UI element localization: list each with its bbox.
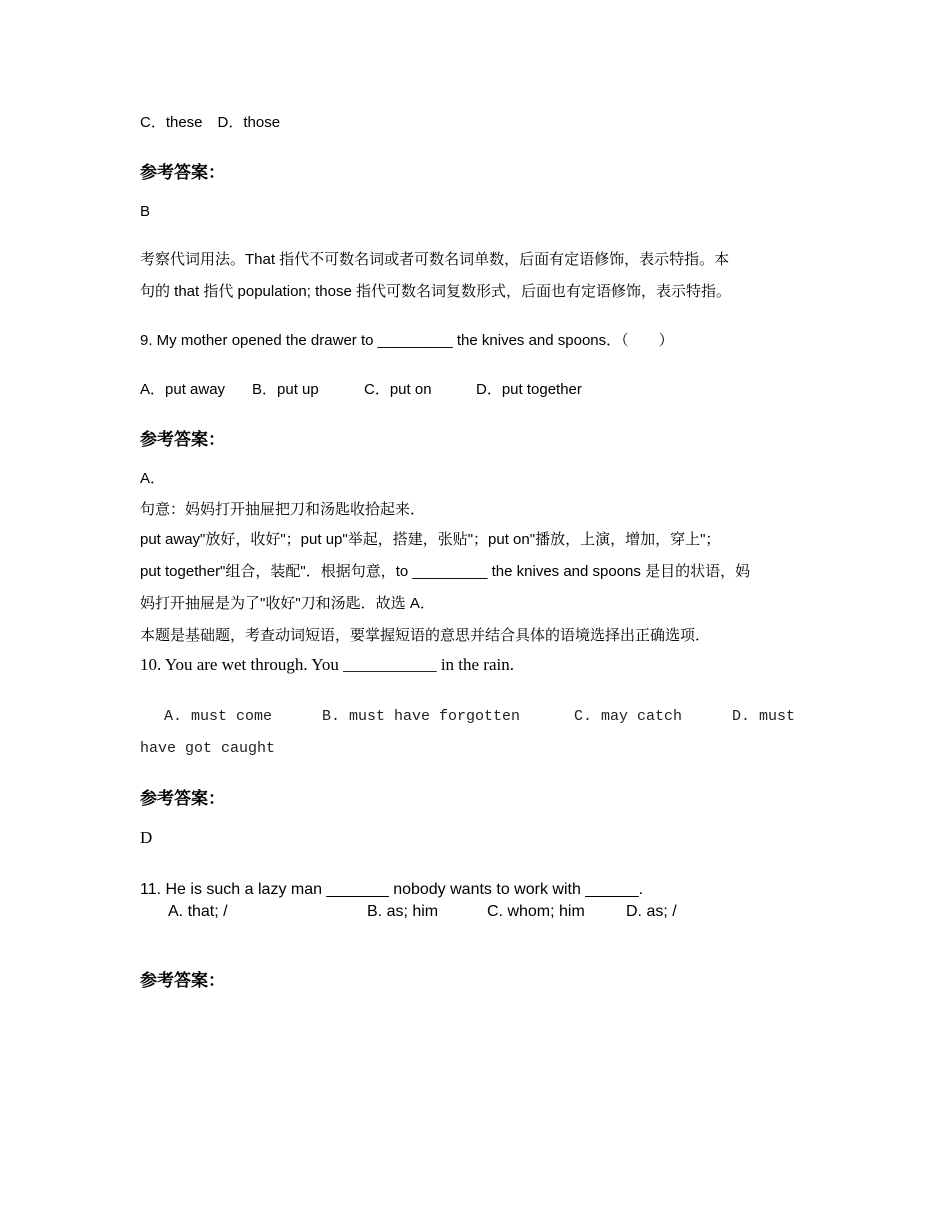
q11-answer-heading: 参考答案： <box>140 971 225 990</box>
q11-option-c: C. whom; him <box>487 903 585 920</box>
q9-explanation-line-1: 句意：妈妈打开抽屉把刀和汤匙收拾起来． <box>140 501 426 518</box>
q10-option-a: A. must come <box>164 708 273 725</box>
q10-option-b: B. must have forgotten <box>322 708 521 725</box>
q9-answer: A． <box>140 470 166 487</box>
q9-option-d: D．put together <box>476 381 582 398</box>
q10-option-d-part-1: D. must <box>732 708 796 725</box>
q10-answer: D <box>140 828 153 847</box>
q9-option-a: A．put away <box>140 381 226 398</box>
q10-option-d-part-2: have got caught <box>140 740 276 757</box>
q11-question: 11. He is such a lazy man _______ nobody wants to work with ______. <box>140 881 644 898</box>
q11-option-b: B. as; him <box>367 903 439 920</box>
q9-explanation-line-2: put away"放好，收好"；put up"举起，搭建，张贴"；put on"播放，上演，增加，穿上"； <box>140 531 721 548</box>
q10-option-c: C. may catch <box>574 708 683 725</box>
q9-option-c: C．put on <box>364 381 432 398</box>
q9-explanation-line-5: 本题是基础题，考查动词短语，要掌握短语的意思并结合具体的语境选择出正确选项． <box>140 627 711 644</box>
q9-question: 9. My mother opened the drawer to _________ the knives and spoons．（ ） <box>140 332 674 349</box>
q10-answer-heading: 参考答案： <box>140 789 225 808</box>
q10-question: 10. You are wet through. You ___________ in the rain. <box>140 655 514 674</box>
q9-explanation-line-4: 妈打开抽屉是为了"收好"刀和汤匙．故选 A． <box>140 595 435 612</box>
q9-option-b: B．put up <box>252 381 319 398</box>
q11-option-a: A. that; / <box>168 903 228 920</box>
q8-answer-heading: 参考答案： <box>140 163 225 182</box>
q11-option-d: D. as; / <box>626 903 677 920</box>
q9-explanation-line-3: put together"组合，装配"．根据句意，to _________ the knives and spoons 是目的状语，妈 <box>140 563 751 580</box>
q8-answer: B <box>140 203 151 220</box>
q8-options-tail: C．these D．those <box>140 114 281 131</box>
q8-explanation-line-2: 句的 that 指代 population; those 指代可数名词复数形式，后面也有定语修饰，表示特指。 <box>140 283 731 300</box>
q9-answer-heading: 参考答案： <box>140 430 225 449</box>
q8-explanation-line-1: 考察代词用法。That 指代不可数名词或者可数名词单数，后面有定语修饰，表示特指。本 <box>140 251 730 268</box>
